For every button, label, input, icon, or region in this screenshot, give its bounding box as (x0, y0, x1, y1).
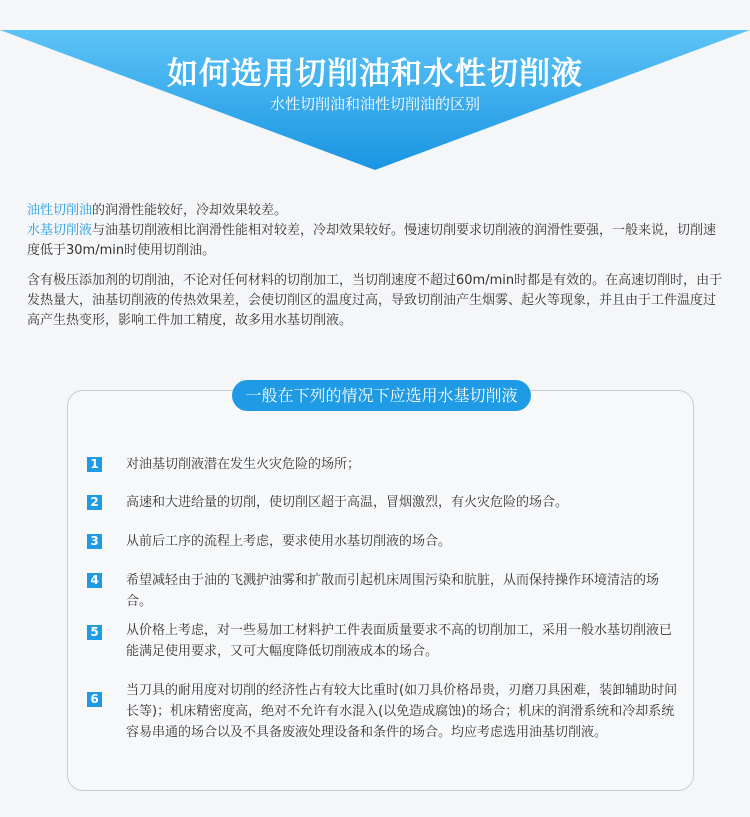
item-number-badge: 6 (87, 692, 102, 707)
page-title: 如何选用切削油和水性切削液 (167, 56, 583, 92)
item-text: 从前后工序的流程上考虑，要求使用水基切削液的场合。 (126, 534, 452, 549)
intro-paragraph-2: 含有极压添加剂的切削油，不论对任何材料的切削加工，当切削速度不超过60m/min时都是有效的。在高速切削时，由于发热量大，油基切削液的传热效果差，会使切削区的温度过高，导致切削油产生烟雾、起火等现象，并且由于工件温度过高产生热变形，影响工件加工精度，故多用水基切削液。 (27, 273, 723, 328)
item-number-badge: 3 (87, 534, 102, 549)
intro-paragraph-1 (27, 201, 727, 261)
item-number-badge: 1 (87, 457, 102, 472)
item-number-badge: 2 (87, 495, 102, 510)
oil-term: 油性切削油 (27, 203, 93, 218)
item-text: 从价格上考虑，对一些易加工材料护工件表面质量要求不高的切削加工，采用一般水基切削液已能满足使用要求，又可大幅度降低切削液成本的场合。 (126, 623, 673, 659)
item-text: 对油基切削液潜在发生火灾危险的场所； (126, 457, 361, 472)
item-text: 当刀具的耐用度对切削的经济性占有较大比重时(如刀具价格昂贵，刃磨刀具困难，装卸辅助时间长等)；机床精密度高，绝对不允许有水混入(以免造成腐蚀)的场合；机床的润滑系统和冷却系统容易串通的场合以及不具备废液处理设备和条件的场合。均应考虑选用油基切削液。 (126, 683, 678, 740)
item-text: 希望减轻由于油的飞溅护油雾和扩散而引起机床周围污染和肮脏，从而保持操作环境清洁的场合。 (126, 573, 660, 609)
water-term: 水基切削液 (27, 223, 93, 238)
intro-section (27, 201, 727, 331)
item-number-badge: 5 (87, 625, 102, 640)
header-banner (0, 0, 750, 175)
item-number-badge: 4 (87, 573, 102, 588)
water-description: 与油基切削液相比润滑性能相对较差，冷却效果较好。慢速切削要求切削液的润滑性要强，一般来说，切削速度低于30m/min时使用切削油。 (27, 223, 717, 258)
oil-description: 的润滑性能较好，冷却效果较差。 (92, 203, 288, 218)
panel-heading: 一般在下列的情况下应选用水基切削液 (232, 380, 531, 411)
item-text: 高速和大进给量的切削，使切削区超于高温，冒烟激烈，有火灾危险的场合。 (126, 495, 569, 510)
page-subtitle: 水性切削油和油性切削油的区别 (269, 95, 480, 113)
